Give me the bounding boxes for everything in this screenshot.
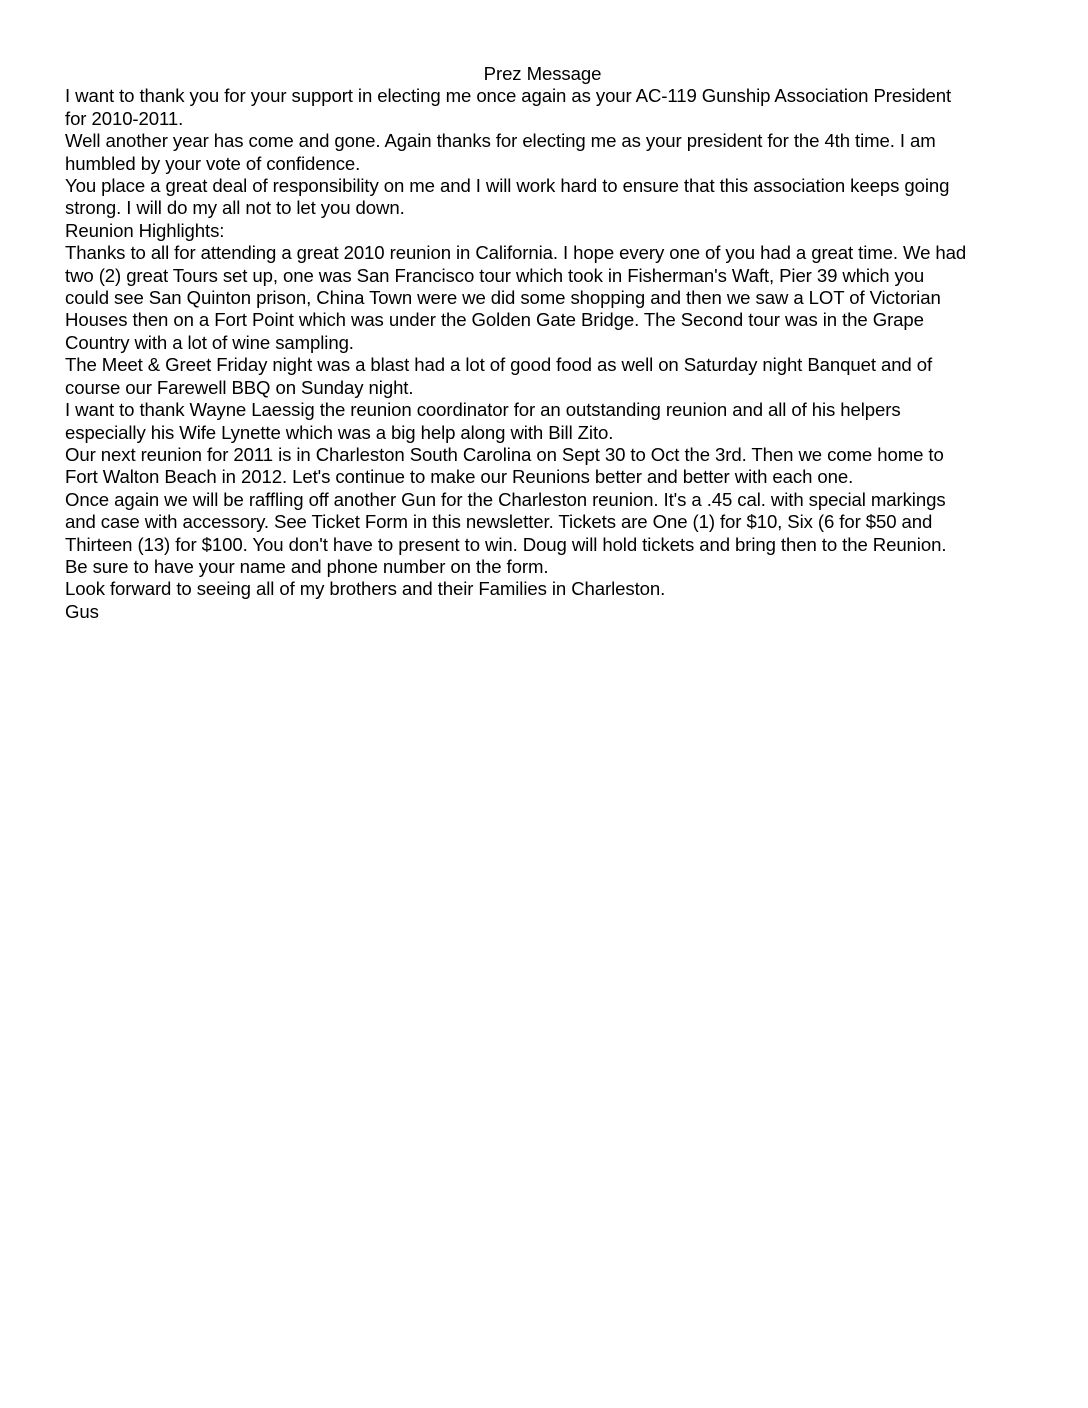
text-line: Be sure to have your name and phone number on the form. [65, 555, 549, 577]
paragraph-responsibility [65, 175, 1035, 220]
paragraph-thanks [65, 85, 1035, 130]
paragraph-another-year [65, 130, 1035, 175]
paragraph-coordinator-thanks [65, 399, 1035, 444]
paragraph-raffle [65, 489, 1035, 579]
text-line: The Meet & Greet Friday night was a blast had a lot of good food as well on Saturday night Banquet and of [65, 354, 933, 376]
text-line: Thirteen (13) for $100. You don't have to present to win. Doug will hold tickets and bring then to the Reunion. [65, 533, 947, 555]
text-line: could see San Quinton prison, China Town were we did some shopping and then we saw a LOT of Victorian [65, 287, 941, 309]
text-line: Reunion Highlights: [65, 219, 225, 241]
text-line: Well another year has come and gone. Again thanks for electing me as your president for the 4th time. I am [65, 130, 936, 152]
text-line: Houses then on a Fort Point which was under the Golden Gate Bridge. The Second tour was in the Grape [65, 309, 924, 331]
text-line: Fort Walton Beach in 2012. Let's continue to make our Reunions better and better with each one. [65, 466, 854, 488]
text-line: strong. I will do my all not to let you down. [65, 197, 405, 219]
paragraph-next-reunion [65, 444, 1035, 489]
text-line: Gus [65, 600, 99, 622]
text-line: Look forward to seeing all of my brothers and their Families in Charleston. [65, 578, 666, 600]
page-title: Prez Message [483, 63, 602, 84]
document-body [65, 63, 1035, 623]
text-line: and case with accessory. See Ticket Form in this newsletter. Tickets are One (1) for $10, Six (6 for $50 and [65, 511, 933, 533]
text-line: Country with a lot of wine sampling. [65, 331, 354, 353]
text-line: Once again we will be raffling off another Gun for the Charleston reunion. It's a .45 cal. with special markings [65, 488, 946, 510]
text-line: You place a great deal of responsibility on me and I will work hard to ensure that this association keeps going [65, 175, 950, 197]
section-heading-reunion-highlights [65, 220, 1035, 242]
paragraph-look-forward [65, 578, 1035, 600]
text-line: Our next reunion for 2011 is in Charleston South Carolina on Sept 30 to Oct the 3rd. Then we come home to [65, 443, 944, 465]
text-line: two (2) great Tours set up, one was San Francisco tour which took in Fisherman's Waft, Pier 39 which you [65, 264, 925, 286]
text-line: Thanks to all for attending a great 2010 reunion in California. I hope every one of you had a great time. We had [65, 242, 967, 264]
text-line: for 2010-2011. [65, 107, 184, 129]
text-line: especially his Wife Lynette which was a big help along with Bill Zito. [65, 421, 614, 443]
paragraph-reunion-tours [65, 242, 1035, 354]
paragraph-meet-greet [65, 354, 1035, 399]
text-line: humbled by your vote of confidence. [65, 152, 361, 174]
signature [65, 601, 1035, 623]
text-line: I want to thank Wayne Laessig the reunion coordinator for an outstanding reunion and all of his helpers [65, 399, 901, 421]
text-line: I want to thank you for your support in electing me once again as your AC-119 Gunship Association President [65, 85, 952, 107]
text-line: course our Farewell BBQ on Sunday night. [65, 376, 414, 398]
